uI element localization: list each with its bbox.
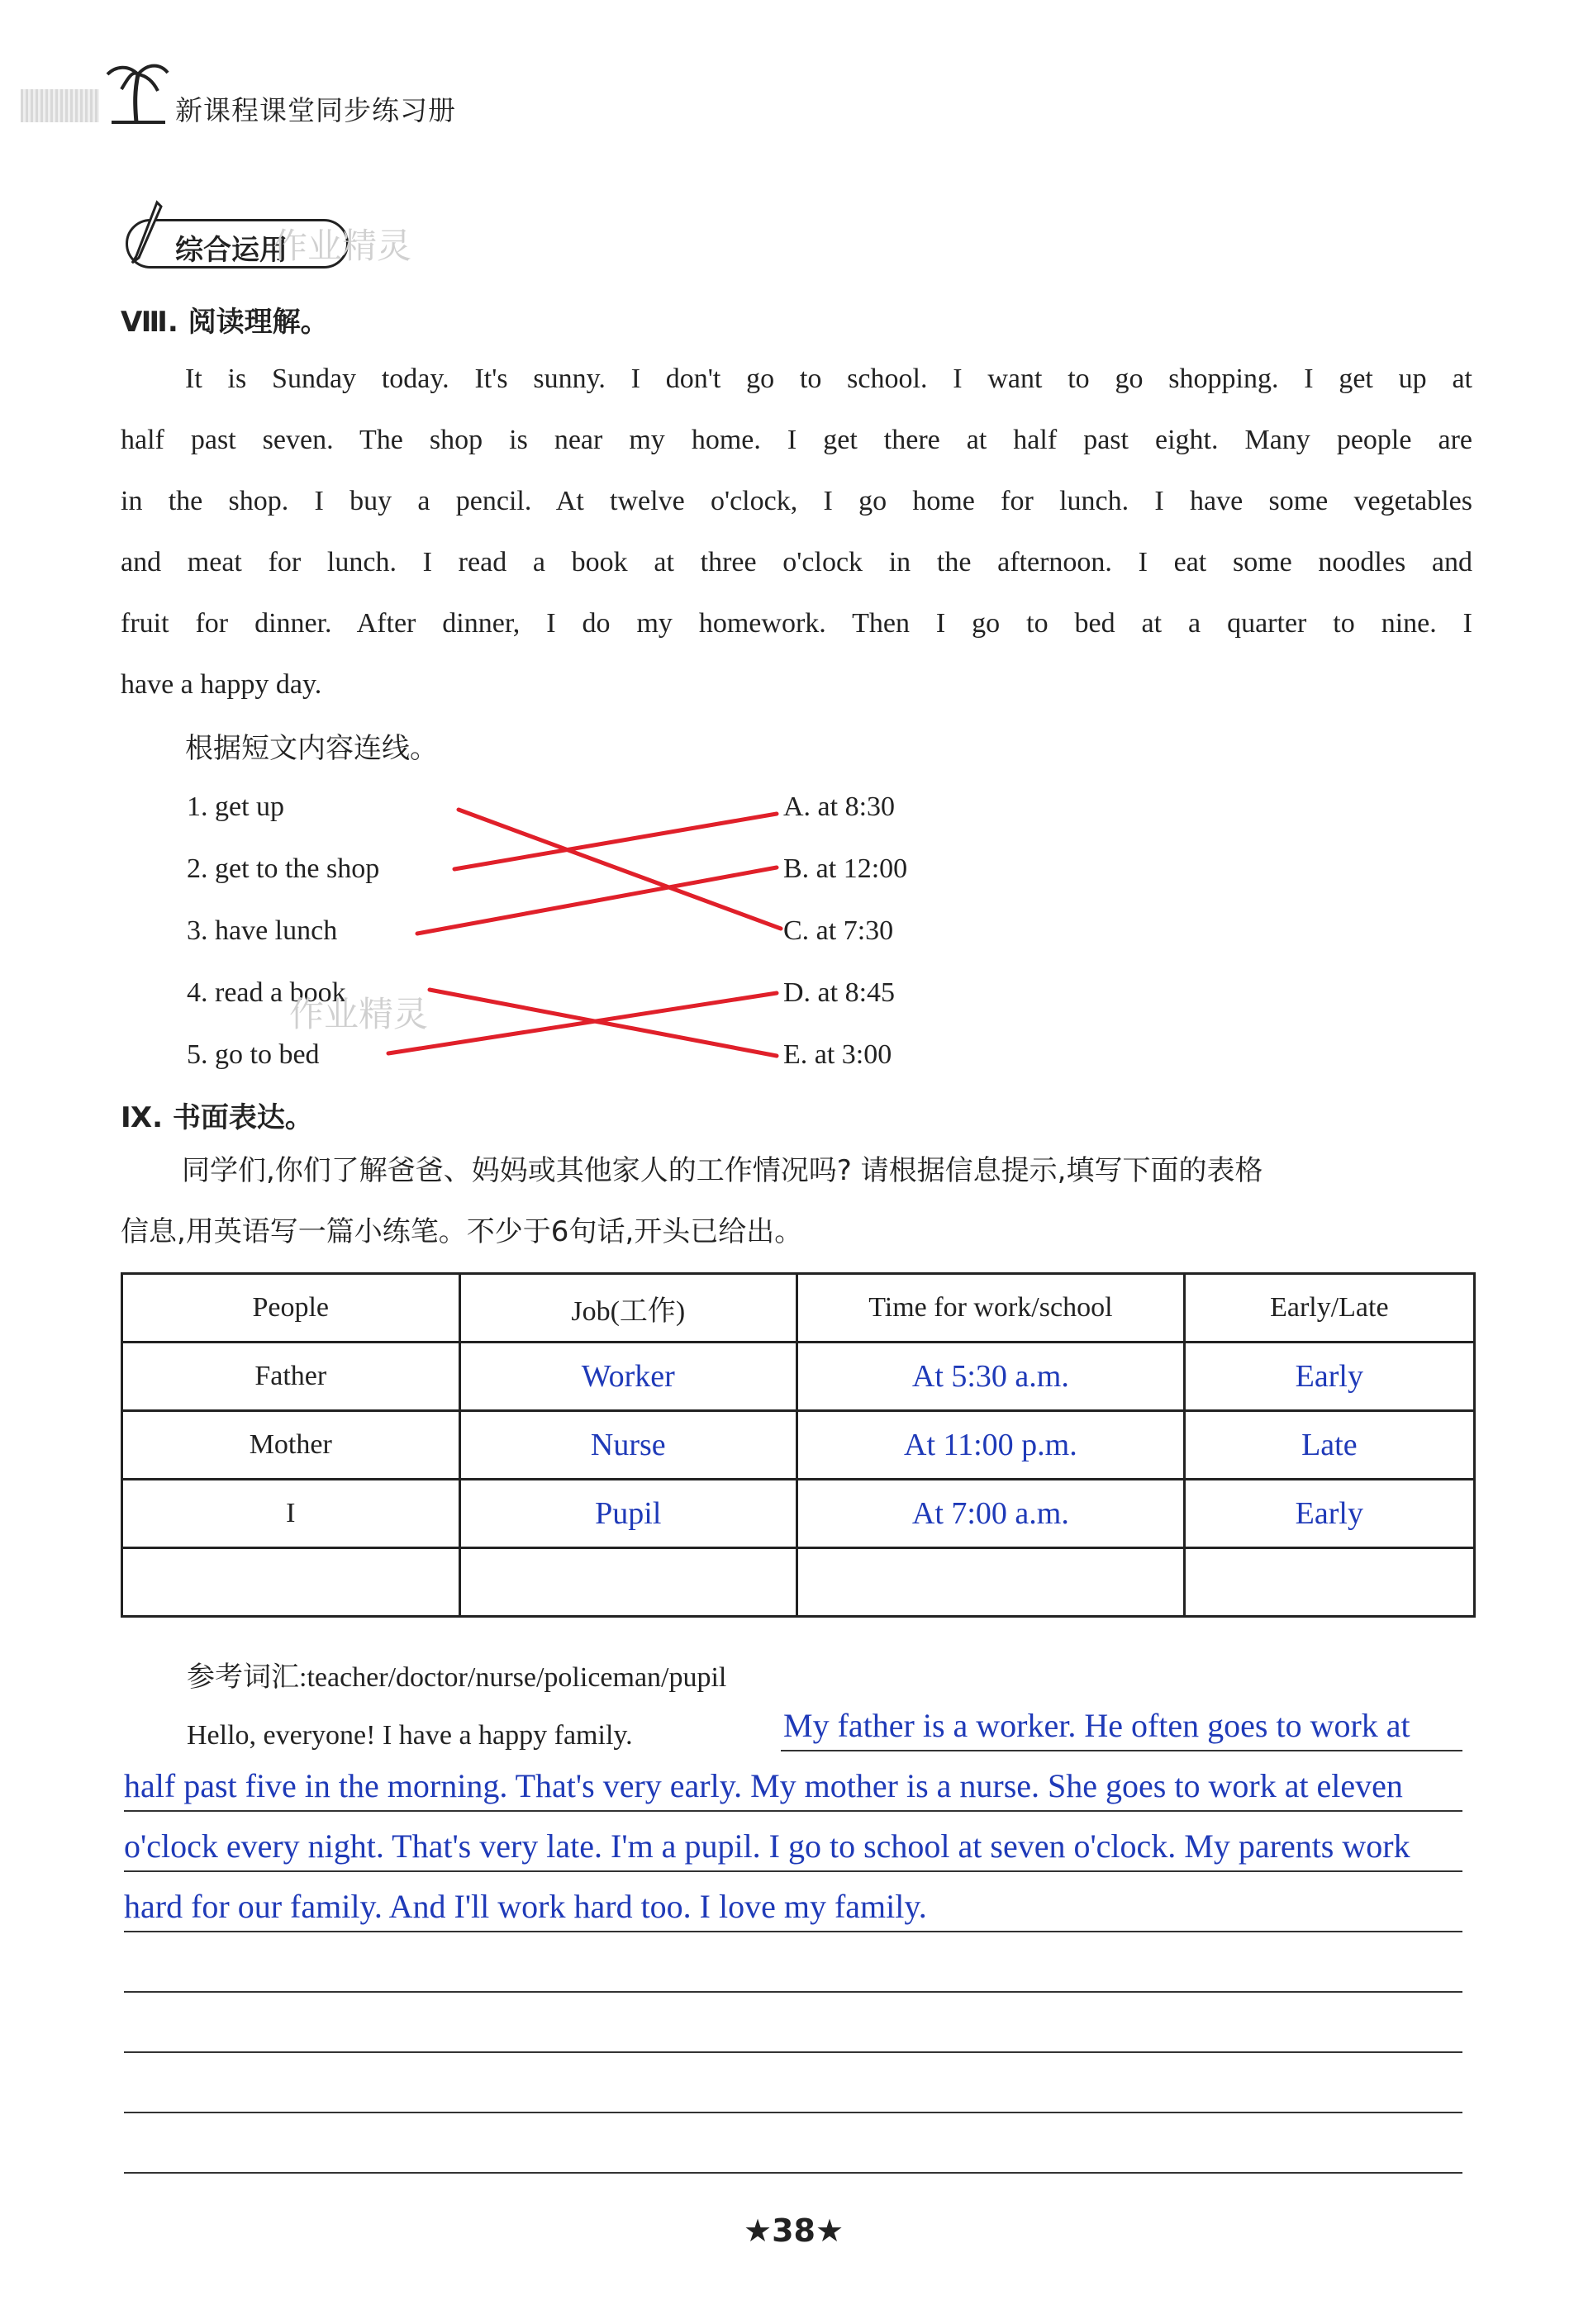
instruction-line: 同学们,你们了解爸爸、妈妈或其他家人的工作情况吗? 请根据信息提示,填写下面的表格: [182, 1154, 1263, 1187]
writing-line: [124, 2112, 1462, 2113]
match-right-item: E. at 3:00: [783, 1039, 892, 1070]
writing-line: [781, 1750, 1462, 1751]
match-right-item: C. at 7:30: [783, 915, 894, 946]
match-right-item: A. at 8:30: [783, 791, 896, 822]
table-row: [122, 1411, 1475, 1480]
match-left-item: 2. get to the shop: [187, 853, 380, 884]
table-cell[interactable]: At 11:00 p.m.: [797, 1411, 1185, 1480]
page-number: ★38★: [744, 2212, 844, 2249]
match-line-2-A: [454, 814, 777, 869]
writing-line: [124, 1991, 1462, 1993]
table-cell[interactable]: Nurse: [459, 1411, 797, 1480]
table-cell[interactable]: [1184, 1548, 1474, 1617]
instruction-line: 信息,用英语写一篇小练笔。不少于6句话,开头已给出。: [121, 1215, 803, 1248]
vocab-hint: 参考词汇:teacher/doctor/nurse/policeman/pupil: [187, 1662, 727, 1693]
table-header: Job(工作): [459, 1274, 797, 1343]
table-row: [122, 1343, 1475, 1411]
table-header-row: [122, 1274, 1475, 1343]
answer-line[interactable]: hard for our family. And I'll work hard too. I love my family.: [124, 1888, 927, 1925]
table-cell[interactable]: Late: [1184, 1411, 1474, 1480]
writing-line: [124, 1810, 1462, 1812]
section-badge-label: 综合运用: [175, 234, 288, 267]
match-line-3-B: [417, 867, 777, 934]
info-table: [121, 1272, 1476, 1618]
writing-instruction: [121, 1140, 1476, 1262]
answer-line[interactable]: half past five in the morning. That's very early. My mother is a nurse. She goes to work at eleven: [124, 1767, 1403, 1804]
table-cell[interactable]: Early: [1184, 1343, 1474, 1411]
table-cell[interactable]: Early: [1184, 1480, 1474, 1548]
passage-line: half past seven. The shop is near my home. I get there at half past eight. Many people are: [121, 425, 1472, 455]
answer-line[interactable]: o'clock every night. That's very late. I'm a pupil. I go to school at seven o'clock. My parents work: [124, 1827, 1410, 1865]
table-row: [122, 1548, 1475, 1617]
match-left-item: 5. go to bed: [187, 1039, 320, 1070]
table-cell[interactable]: At 7:00 a.m.: [797, 1480, 1185, 1548]
matching-instruction: 根据短文内容连线。: [185, 732, 438, 765]
watermark: 作业精灵: [289, 994, 429, 1034]
writing-line: [124, 1870, 1462, 1872]
table-header: Early/Late: [1184, 1274, 1474, 1343]
table-header: People: [122, 1274, 460, 1343]
match-right-item: B. at 12:00: [783, 853, 908, 884]
writing-line: [124, 2172, 1462, 2174]
table-cell[interactable]: [122, 1548, 460, 1617]
writing-line: [124, 2051, 1462, 2053]
match-left-item: 3. have lunch: [187, 915, 338, 946]
watermark: 作业精灵: [273, 226, 412, 266]
table-cell[interactable]: Worker: [459, 1343, 797, 1411]
table-cell: I: [122, 1480, 460, 1548]
table-cell[interactable]: [459, 1548, 797, 1617]
answer-line[interactable]: My father is a worker. He often goes to work at: [783, 1707, 1410, 1744]
passage-line: in the shop. I buy a pencil. At twelve o'clock, I go home for lunch. I have some vegetables: [121, 486, 1472, 516]
table-cell: Mother: [122, 1411, 460, 1480]
match-left-item: 4. read a book: [187, 977, 346, 1008]
passage-line: It is Sunday today. It's sunny. I don't go to school. I want to go shopping. I get up at: [185, 364, 1472, 394]
matching-lines: [0, 0, 1593, 1099]
writing-opening: Hello, everyone! I have a happy family.: [187, 1720, 633, 1751]
passage-line: fruit for dinner. After dinner, I do my homework. Then I go to bed at a quarter to nine. I: [121, 608, 1472, 639]
writing-heading: Ⅸ. 书面表达。: [121, 1101, 313, 1134]
match-right-item: D. at 8:45: [783, 977, 896, 1008]
table-cell[interactable]: [797, 1548, 1185, 1617]
table-cell[interactable]: At 5:30 a.m.: [797, 1343, 1185, 1411]
table-cell[interactable]: Pupil: [459, 1480, 797, 1548]
table-cell: Father: [122, 1343, 460, 1411]
passage-line: have a happy day.: [121, 669, 322, 700]
table-row: [122, 1480, 1475, 1548]
table-header: Time for work/school: [797, 1274, 1185, 1343]
match-left-item: 1. get up: [187, 791, 285, 822]
book-title: 新课程课堂同步练习册: [175, 94, 456, 126]
reading-heading: Ⅷ. 阅读理解。: [121, 306, 329, 339]
passage-line: and meat for lunch. I read a book at three o'clock in the afternoon. I eat some noodles and: [121, 547, 1472, 577]
writing-line: [124, 1931, 1462, 1932]
match-line-1-C: [459, 810, 781, 929]
